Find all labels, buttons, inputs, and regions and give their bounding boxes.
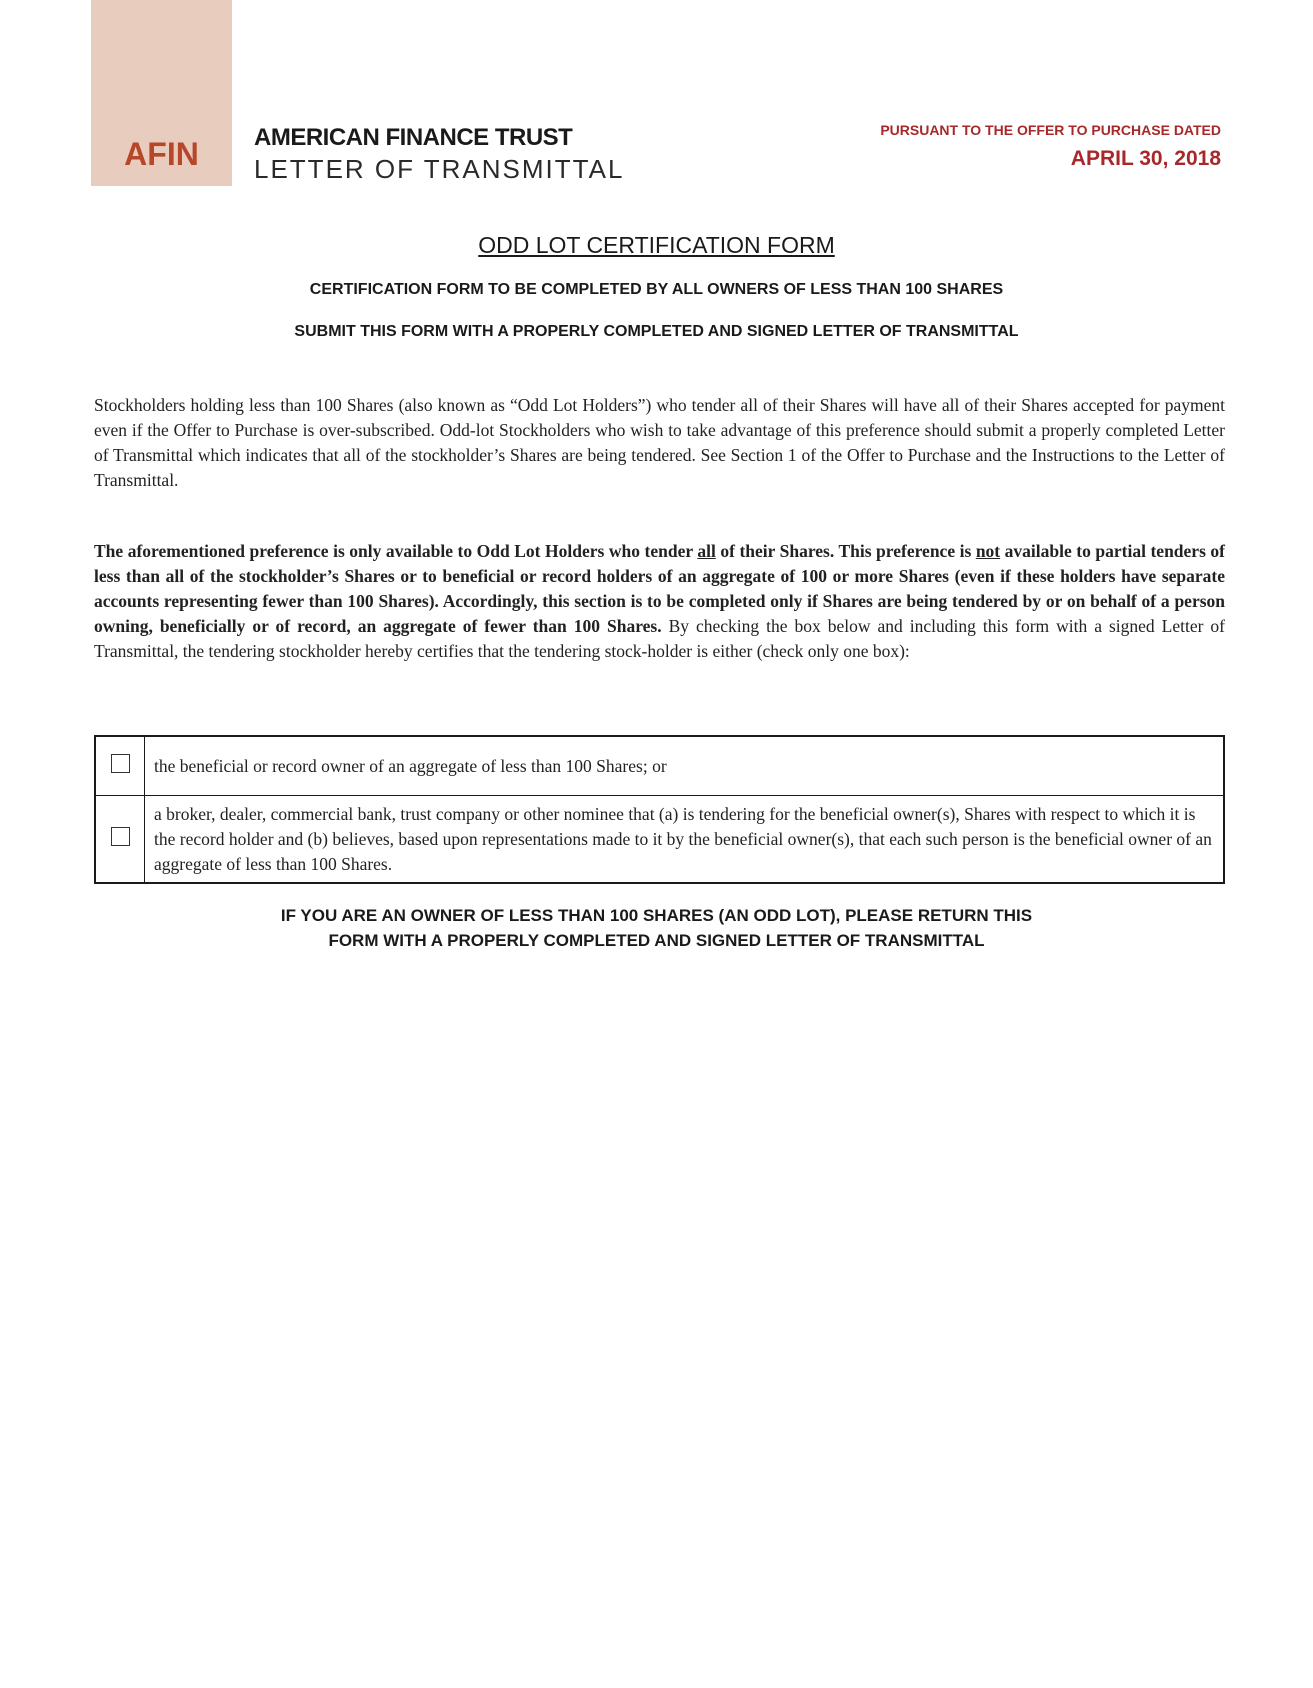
offer-date: APRIL 30, 2018 xyxy=(1070,147,1221,170)
offer-label: PURSUANT TO THE OFFER TO PURCHASE DATED xyxy=(880,122,1221,138)
subheading-submit: SUBMIT THIS FORM WITH A PROPERLY COMPLETED AND SIGNED LETTER OF TRANSMITTAL xyxy=(294,323,1019,340)
footer-instruction xyxy=(0,903,1313,953)
preference-paragraph: The aforementioned preference is only available to Odd Lot Holders who tender all of their Shares. This preference is not available to partial tenders of less than all of the stockholder’s Shares or to beneficial or record holders of an aggregate of 100 or more Shares (even if these holders have separate accounts representing fewer than 100 Shares). Accordingly, this section is to be completed only if Shares are being tendered by or on behalf of a person owning, beneficially or of record, an aggregate of fewer than 100 Shares. By checking the box below and including this form with a signed Letter of Transmittal, the tendering stockholder hereby certifies that the tendering stock-holder is either (check only one box): xyxy=(94,541,1225,661)
logo-text: AFIN xyxy=(124,136,199,172)
footer-line-2: FORM WITH A PROPERLY COMPLETED AND SIGNED LETTER OF TRANSMITTAL xyxy=(328,931,985,950)
option-row xyxy=(95,796,1224,884)
afin-logo xyxy=(91,0,232,186)
form-title: ODD LOT CERTIFICATION FORM xyxy=(478,232,835,258)
owner-checkbox[interactable] xyxy=(111,754,130,773)
option-label-nominee: a broker, dealer, commercial bank, trust company or other nominee that (a) is tendering for the beneficial owner(s), Shares with respect to which it is the record holder and (b) believes, based upon representations made to it by the beneficial owner(s), that each such person is the beneficial owner of an aggregate of less than 100 Shares. xyxy=(145,796,1225,884)
footer-line-1: IF YOU ARE AN OWNER OF LESS THAN 100 SHARES (AN ODD LOT), PLEASE RETURN THIS xyxy=(280,906,1033,925)
checkbox-cell xyxy=(95,736,145,796)
nominee-checkbox[interactable] xyxy=(111,827,130,846)
checkbox-cell xyxy=(95,796,145,884)
intro-paragraph: Stockholders holding less than 100 Shares (also known as “Odd Lot Holders”) who tender all of their Shares will have all of their Shares accepted for payment even if the Offer to Purchase is over-subscribed. Odd-lot Stockholders who wish to take advantage of this preference should submit a properly completed Letter of Transmittal which indicates that all of the stockholder’s Shares are being tendered. See Section 1 of the Offer to Purchase and the Instructions to the Letter of Transmittal. xyxy=(94,395,1225,490)
subheading-owners: CERTIFICATION FORM TO BE COMPLETED BY ALL OWNERS OF LESS THAN 100 SHARES xyxy=(309,281,1004,298)
option-row xyxy=(95,736,1224,796)
company-name: AMERICAN FINANCE TRUST xyxy=(254,124,573,151)
certification-options-table xyxy=(94,735,1225,884)
option-label-owner: the beneficial or record owner of an aggregate of less than 100 Shares; or xyxy=(145,736,1225,796)
document-title: LETTER OF TRANSMITTAL xyxy=(254,154,625,184)
